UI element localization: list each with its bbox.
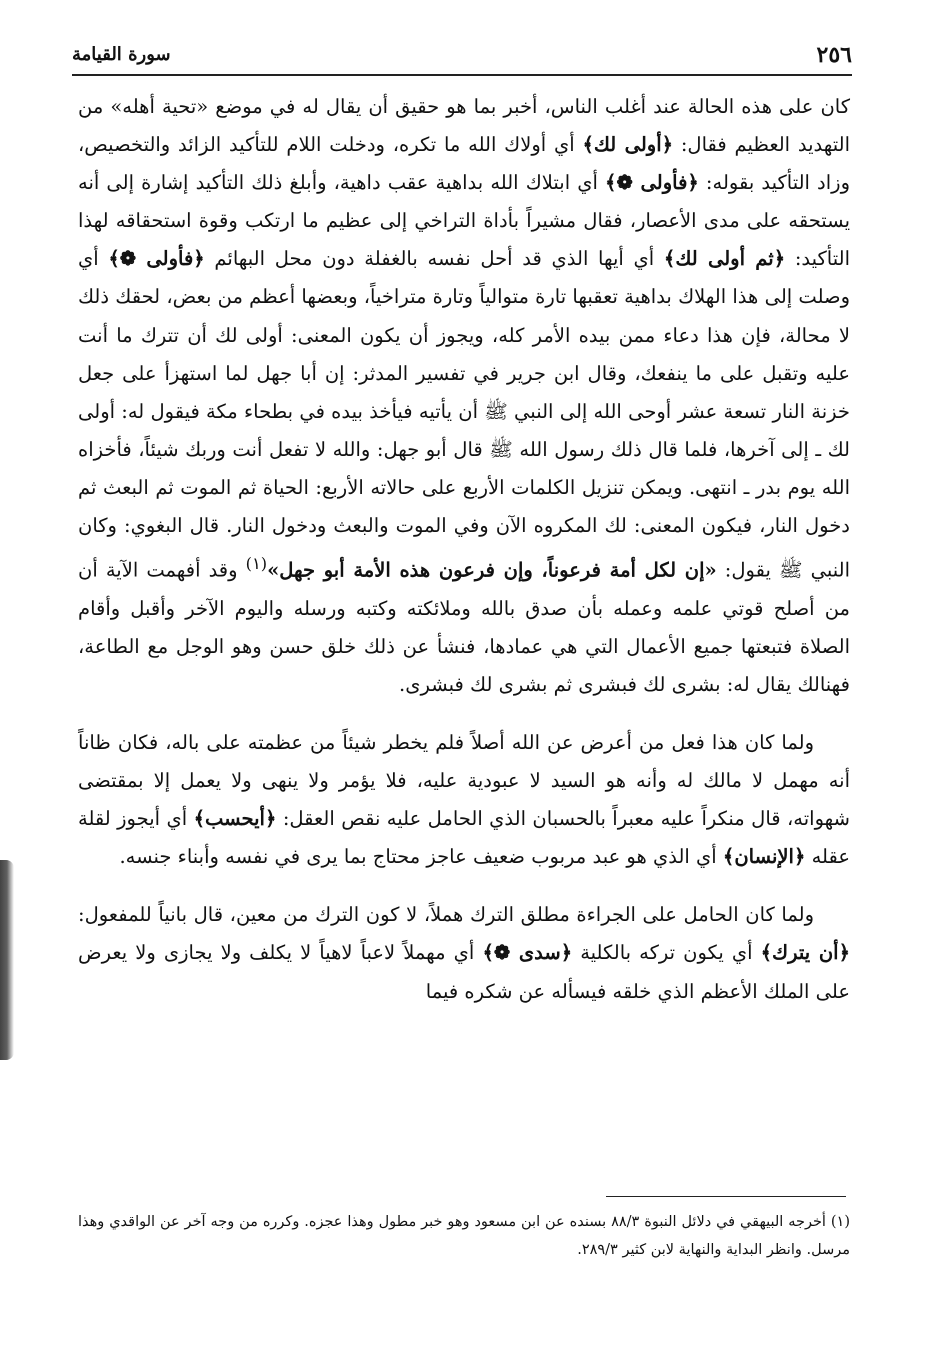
quran-quote: ﴿الإنسان﴾ [722, 845, 806, 869]
quran-quote: ﴿سدى ❁﴾ [482, 941, 573, 965]
text-run: أي ابتلاك الله بداهية عقب داهية، وأبلغ ذلك التأكيد إشارة إلى أنه يستحقه على مدى الأعصار، فقال مشيراً بأداة التراخي إلى عظيم ما ارتكب وقوة استحقاقه لهذا التأكيد: [78, 171, 850, 271]
quran-quote: ﴿فأولى ❁﴾ [605, 171, 699, 195]
text-run: أي وصلت إلى هذا الهلاك بداهية تعقبها تارة متوالياً وتارة متراخياً، وبعضها أعظم من بعض، لحقك ذلك لا محالة، فإن هذا دعاء ممن بيده الأمر كله، ويجوز أن يكون المعنى: أولى لك أن تترك ما أنت عليه وتقبل على ما ينفعك، وقال ابن جرير في تفسير المدثر: إن أبا جهل لما استهزأ على جعل خزنة النار تسعة عشر أوحى الله إلى النبي ﷺ أن يأتيه فيأخذ بيده في بطحاء مكة فيقول له: أولى لك ـ إلى آخرها، فلما قال ذلك رسول الله ﷺ قال أبو جهل: والله لا تفعل أنت وربك شيئاً، فأخزاه الله يوم بدر ـ انتهى. ويمكن تنزيل الكلمات الأربع على حالاته الأربع: الحياة ثم الموت ثم البعث ثم دخول النار، فيكون المعنى: لك المكروه الآن وفي الموت والبعث ودخول النار. قال البغوي: وكان النبي ﷺ يقول: [78, 247, 851, 582]
footnote: (١) أخرجه البيهقي في دلائل النبوة ٨٨/٣ بسنده عن ابن مسعود وهو خبر مطول وهذا عجزه. وكرره من وجه آخر عن الواقدي وهذا مرسل. وانظر البداية والنهاية لابن كثير ٢٨٩/٣. [78, 1214, 850, 1258]
quran-quote: ﴿أن يترك﴾ [760, 941, 850, 965]
scan-edge-shadow [0, 860, 14, 1060]
paragraph-1 [78, 88, 850, 704]
text-run: أي يكون تركه بالكلية [572, 941, 761, 965]
text-run: أي أولاك الله ما تكره، ودخلت اللام للتأكيد الزائد والتخصيص، وزاد التأكيد بقوله: [78, 133, 850, 195]
text-run: كان على هذه الحالة عند أغلب الناس، أخبر بما هو حقيق أن يقال له في موضع «تحية أهله» من التهديد العظيم فقال: [78, 95, 850, 157]
quran-quote: ﴿فأولى ❁﴾ [108, 247, 205, 271]
text-run: أي مهملاً لاعباً لاهياً لا يكلف ولا يجازى ولا يعرض على الملك الأعظم الذي خلقه فيسأله عن شكره فيما [78, 941, 850, 1003]
text-run: ولما كان هذا فعل من أعرض عن الله أصلاً فلم يخطر شيئاً من عظمته على باله، فكان ظاناً أنه مهمل لا مالك له وأنه هو السيد لا عبودية عليه، فلا يؤمر ولا ينهى ولا يعمل إلا بمقتضى شهواته، قال منكراً عليه معبراً بالحسبان الذي الحامل عليه نقص العقل: [78, 731, 850, 831]
hadith-quote: «إن لكل أمة فرعوناً، وإن فرعون هذه الأمة أبو جهل» [267, 558, 717, 582]
text-run: أي الذي هو عبد مربوب ضعيف عاجز محتاج بما يرى في نفسه وأبناء جنسه. [119, 845, 723, 869]
main-text [78, 88, 850, 1011]
quran-quote: ﴿أولى لك﴾ [582, 133, 674, 157]
text-run: ولما كان الحامل على الجراءة مطلق الترك هملاً، لا كون الترك من معين، قال بانياً للمفعول: [78, 903, 814, 927]
text-run: أي أيها الذي قد أحل نفسه بالغفلة دون محل البهائم [204, 247, 664, 271]
text-run: أي أيجوز لقلة عقله [78, 807, 850, 869]
page-number: ٢٥٦ [816, 42, 852, 68]
page-header [72, 40, 852, 76]
quran-quote: ﴿أيحسب﴾ [193, 807, 277, 831]
paragraph-2 [78, 724, 850, 876]
quran-quote: ﴿ثم أولى لك﴾ [663, 247, 786, 271]
running-title: سورة القيامة [72, 44, 171, 65]
paragraph-3 [78, 896, 850, 1010]
footnote-marker: (١) [245, 554, 268, 574]
footnote-divider [606, 1196, 846, 1197]
text-run: وقد أفهمت الآية أن من أصلح قوتي علمه وعمله بأن صدق بالله وملائكته وكتبه ورسله واليوم الآخر وأقبل وأقام الصلاة فتبعتها جميع الأعمال التي هي عمادها، فنشأ عن ذلك خلق حسن وهو الوجل مع الطاعة، فهنالك يقال له: بشرى لك فبشرى ثم بشرى لك فبشرى. [78, 558, 850, 696]
